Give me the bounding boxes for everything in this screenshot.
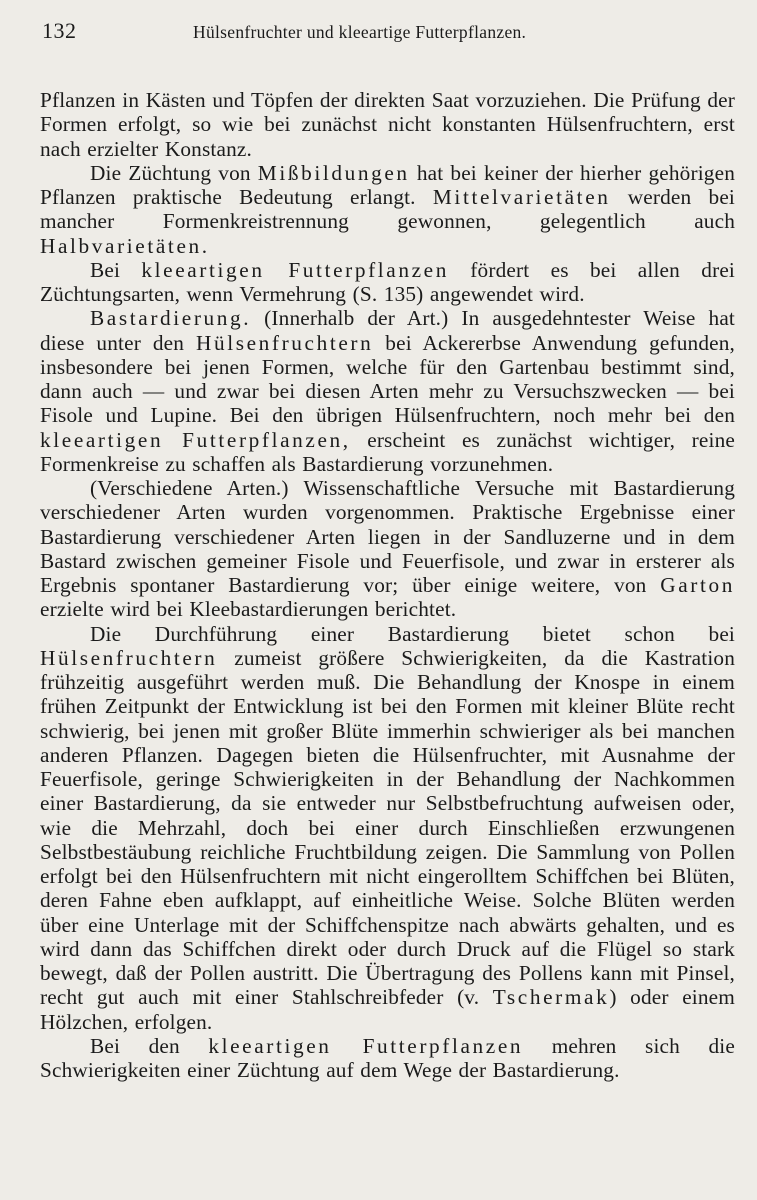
emphasized-text: kleeartigen Futterpflanzen [141,257,449,282]
text-run: zumeist größere Schwierigkeiten, da die Kastration frühzeitig ausgeführt werden muß. Die Behandlung der Knospe in einem frühen Zeitpunkt der Entwicklung ist bei den Formen mit kleiner Blüte recht schwierig, bei jenen mit großer Blüte immerhin schwieriger als bei manchen anderen Pflanzen. Dagegen bieten die Hülsenfruchter, mit Ausnahme der Feuerfisole, geringe Schwierigkeiten in der Behandlung der Nachkommen einer Bastardierung, da sie entweder nur Selbstbefruchtung aufweisen oder, wie die Mehrzahl, doch bei einer durch Einschließen erzwungenen Selbstbestäubung reichliche Fruchtbildung zeigen. Die Sammlung von Pollen erfolgt bei den Hülsenfruchtern mit nicht eingerolltem Schiffchen bei Blüten, deren Fahne eben aufklappt, auf einheitliche Weise. Solche Blüten werden über eine Unterlage mit der Schiffchenspitze nach abwärts gehalten, und es wird dann das Schiffchen direkt oder durch Druck auf die Flügel so stark bewegt, daß der Pollen austritt. Die Übertragung des Pollens kann mit Pinsel, recht gut auch mit einer Stahlschreibfeder (v. [40,645,735,1010]
text-run: (Verschiedene Arten.) Wissenschaftliche Versuche mit Bastardierung verschiedener Arten wurden vorgenommen. Praktische Ergebnisse einer Bastardierung verschiedener Arten liegen in der Sandluzerne und in dem Bastard zwischen gemeiner Fisole und Feuerfisole, und zwar in ersterer als Ergebnis spontaner Bastardierung vor; über einige weitere, von [40,476,735,597]
emphasized-text: Hülsenfruchtern [40,645,218,670]
text-run: erzielte wird bei Kleebastardierungen berichtet. [40,597,457,622]
paragraph-p3 [40,258,735,307]
emphasized-text: kleeartigen Futterpflanzen, [40,427,351,452]
emphasized-text: Tschermak [492,985,610,1010]
text-run: mehren sich die Schwierigkeiten einer Züchtung auf dem Wege der Bastardierung. [40,1033,735,1082]
body-text [40,88,735,1082]
paragraph-p4 [40,306,735,476]
emphasized-text: Bastardierung. [90,306,252,331]
paragraph-p1 [40,88,735,161]
text-run: fördert es bei allen drei Züchtungsarten, wenn Vermehrung (S. 135) angewendet wird. [40,257,735,306]
text-run: erscheint es zunächst wichtiger, reine Formenkreise zu schaffen als Bastardierung vorzunehmen. [40,427,735,476]
paragraph-p6 [40,622,735,1034]
text-run: Die Durchführung einer Bastardierung bietet schon bei [90,621,735,646]
emphasized-text: Hülsenfruchtern [195,330,374,355]
text-run: Bei den [90,1033,209,1058]
emphasized-text: kleeartigen Futterpflanzen [208,1033,524,1058]
text-run: ) oder einem Hölzchen, erfolgen. [40,985,735,1034]
emphasized-text: Mittelvarietäten [432,185,611,209]
text-run: Die Züchtung von [90,160,258,185]
emphasized-text: Mißbildungen [257,160,410,185]
text-run: bei Ackererbse Anwendung gefunden, insbesondere bei jenen Formen, welche für den Gartenbau bestimmt sind, dann auch — und zwar bei diesen Arten mehr zu Versuchszwecken — bei Fisole und Lupine. Bei den übrigen Hülsenfruchtern, noch mehr bei den [40,330,736,428]
text-run: werden bei mancher Formenkreistrennung gewonnen, gelegentlich auch [40,185,735,234]
text-run: (Innerhalb der Art.) In ausgedehntester Weise hat diese unter den [40,306,735,355]
paragraph-p5 [40,476,735,622]
paragraph-p7 [40,1034,735,1083]
text-run: Pflanzen in Kästen und Töpfen der direkten Saat vorzuziehen. Die Prüfung der Formen erfolgt, so wie bei zunächst nicht konstanten Hülsenfruchtern, erst nach erzielter Konstanz. [40,88,735,161]
emphasized-text: Garton [660,573,735,597]
paragraph-p2 [40,161,735,258]
text-run: Bei [90,257,142,282]
page-header [40,18,735,50]
page-number: 132 [42,18,77,43]
running-title: Hülsenfruchter und kleeartige Futterpflanzen. [193,22,527,42]
text-run: hat bei keiner der hierher gehörigen Pflanzen praktische Bedeutung erlangt. [40,160,735,209]
emphasized-text: Halbvarietäten. [40,233,210,258]
